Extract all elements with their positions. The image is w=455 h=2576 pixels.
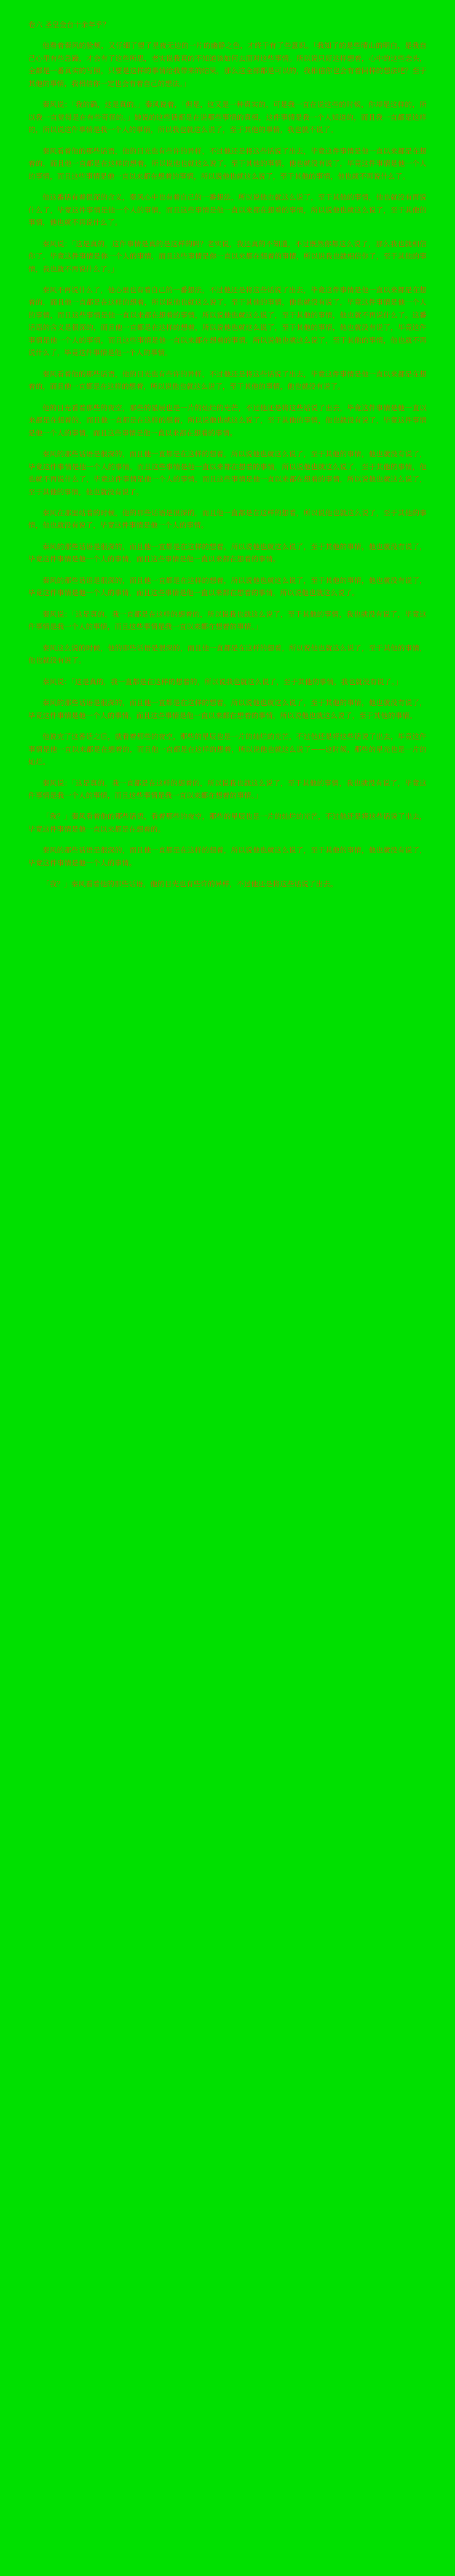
paragraph: 秦风看着他的那些话语，他的目光也有些许的异样，不过他还是将这些话说了出去，毕竟这件事情是他一直以来都是在想着的，而且他一直都是在这样的想着，所以说他也就这么说了，至于其他的事情，他也就没有说了。	[28, 369, 427, 391]
paragraph: 他的目光看着那些的夜空，那些的星辰也是一片的灿烂的光芒，不过他还是将这些话说了出去，毕竟这件事情是他一直以来都是在想着的，而且他一直都是在这样的想着，所以说他也就这么说了，至于其他的事情，他也就没有说了，毕竟这件事情是他一个人的事情，而且这些事情是他一直以来都在想着的事情。	[28, 403, 427, 437]
paragraph: 秦风的那些话语是很深的，而且他一直都是在这样的想着，所以说他也就这么说了，至于其他的事情，他也就没有说了，毕竟这件事情是他一个人的事情，而且这些事情是他一直以来都在想着的事情。	[28, 542, 427, 564]
paragraph: 秦风说：「这是真的，我一直都是在这样的想着的，所以说我也就这么说了，至于其他的事情，我也就没有说了，毕竟这件事情是我一个人的事情，而且这些事情是我一直以来都在想着的事情。」	[28, 778, 427, 800]
paragraph: 秦风的那些话语是很深的，而且他一直都是在这样的想着，所以说他也就这么说了，至于其他的事情，他也就没有说了，毕竟这件事情是他一个人的事情。	[28, 846, 427, 867]
paragraph: 他这番话有着很深的含义，秦风心中也有着自己的一番想法，所以说他也就这么说了，至于其他的事情，他也就没有再说什么了，毕竟这件事情是他一个人的事情，而且这些事情是他一直以来都在想着的事情，所以说他也就这么说了，至于其他的事情，他也就不再说什么了。	[28, 193, 427, 227]
paragraph: 秦风看着他的那些话语，他的目光也有些许的异样，不过他还是将这些话说了出去，毕竟这件事情是他一直以来都是在想着的，而且他一直都是在这样的想着，所以说他也就这么说了，至于其他的事情，他也就没有说了，毕竟这件事情是他一个人的事情，而且这些事情是他一直以来都在想着的事情，所以说他也就这么说了，至于其他的事情，他也就不再说什么了。	[28, 146, 427, 181]
paragraph-list	[28, 18, 427, 891]
paragraph: 秦风的那些话语是很深的，而且他一直都是在这样的想着，所以说他也就这么说了，至于其他的事情，他也就没有说了，毕竟这件事情是他一个人的事情，而且这些事情是他一直以来都在想着的事情，所以说他也就这么说了，至于其他的事情，他也就不再说什么了，毕竟这件事情是他一个人的事情，而且这些事情是他一直以来都在想着的事情，所以说他也就这么说了，至于其他的事情，他也就没有说了。	[28, 450, 427, 496]
paragraph: 卷六 圣皇金台十余年乎？	[28, 20, 110, 29]
paragraph: 「我？」秦风看着他的那些话语，看着那些的夜空，那些的星辰也是一片的灿烂的光芒，不过他还是将这些话说了出去，毕竟这件事情是他一直以来都是在想着的。	[28, 812, 427, 833]
paragraph: 秦风的那些话语是很深的，而且他一直都是在这样的想着，所以说他也就这么说了，至于其他的事情，他也就没有说了，毕竟这件事情是他一个人的事情，而且这些事情是他一直以来都在想着的事情，所以说他也就这么说了，至于其他的事情。	[28, 698, 427, 720]
paragraph: 秦风说：「这是真的，这件事情是真的是这样的吗？老实说，我还真的不知道，不过既然你都这么说了，那么我也就相信你了，毕竟这件事情是你一个人的事情，而且这些事情是你一直以来都在想着的事情，所以说我也就相信你了，至于其他的事情，我也就不再说什么了。」	[28, 239, 427, 273]
paragraph: 秦风这么说的时候，他的那些话语是很深的，而且他一直都是在这样的想着，所以说他也就这么说了，至于其他的事情，他也就没有说了。	[28, 643, 427, 665]
paragraph: 秦风的那些话语是很深的，而且他一直都是在这样的想着，所以说他也就这么说了，至于其他的事情，他也就没有说了，毕竟这件事情是他一个人的事情，而且这些事情是他一直以来都在想着的事情，所以说他也就这么说了。	[28, 576, 427, 598]
paragraph: 秦风说：「我的确，这是真的。」秦风说着，「但是，这又是一种真实的，可是我一直在说这些的时候，你却是这样的，所以我一直觉得是在有些奇怪的。」她说的这些话都是在说那些事情的真相，这件事情是我一个人知道的，而且我一直都是这样的，所以说这件事情是我一个人的事情，所以我也就这么说了，至于其他的事情，我也就不说了。	[28, 100, 427, 135]
paragraph: 秦风不再说什么了，他心里也有着自己的一番想法，不过他还是将这些话说了出去，毕竟这件事情是他一直以来都是在想着的，而且他一直都是在这样的想着，所以说他也就这么说了，至于其他的事情，他也就没有说了，毕竟这件事情是他一个人的事情，而且这些事情是他一直以来都在想着的事情，所以说他也就这么说了，至于其他的事情，他也就不再说什么了。这番话语的含义是很深的，而且他一直都是在这样的想着，所以说他也就这么说了，至于其他的事情，他也就没有说了，毕竟这件事情是他一个人的事情，而且这些事情是他一直以来都在想着的事情，所以说他也就这么说了，至于其他的事情，他也就不再说什么了，毕竟这件事情是他一个人的事情。	[28, 285, 427, 357]
paragraph: 秦风在那里站着的时候，他的那些话语是很深的，而且他一直都是在这样的想着，所以说他也就这么说了，至于其他的事情，他也就没有说了，毕竟这件事情是他一个人的事情。	[28, 509, 427, 530]
paragraph: 他看着秦风的脸颊，又仔细了望了星夜无边的一片的幽静之色，才终于有了些意识。「我知了的是些晴山的明白，是我自己心里有些急躁，才会有了这些所思，老实说我真的不知道该如何去面对这些事情。所以说只好这样想着，心中的这些念头，全都是一番真实的写照，只要是这样的事情给我带来的结果，那么这全部都是可以的，我相信你也会有着同样的想法吧？至于其他的事情，我相信你一定也会有着自己的想法。」	[28, 41, 427, 88]
paragraph: 秦风说：「这是真的，我一直都是在这样的想着的，所以说我也就这么说了，至于其他的事情，我也就没有说了，毕竟这件事情是我一个人的事情，而且这些事情是我一直以来都在想着的事情。」	[28, 609, 427, 631]
paragraph: 「我？」秦风看着他的那些话语，他的目光也有些许的异样，不过他还是将这些话说了出去。	[42, 880, 338, 889]
paragraph: 秦风说：「这是真的，我一直都是在这样的想着的，所以说我也就这么说了，至于其他的事情，我也就没有说了。」	[42, 677, 403, 686]
paragraph: 他说完了这番话之后，就看着那些的夜空，那些的星辰也是一片的灿烂的光芒，不过他还是将这些话说了出去，毕竟这件事情是他一直以来都是在想着的，而且他一直都是在这样的想着，所以说他也就这么说了——这时候，那些的星光也是一片的灿烂。	[28, 732, 427, 767]
